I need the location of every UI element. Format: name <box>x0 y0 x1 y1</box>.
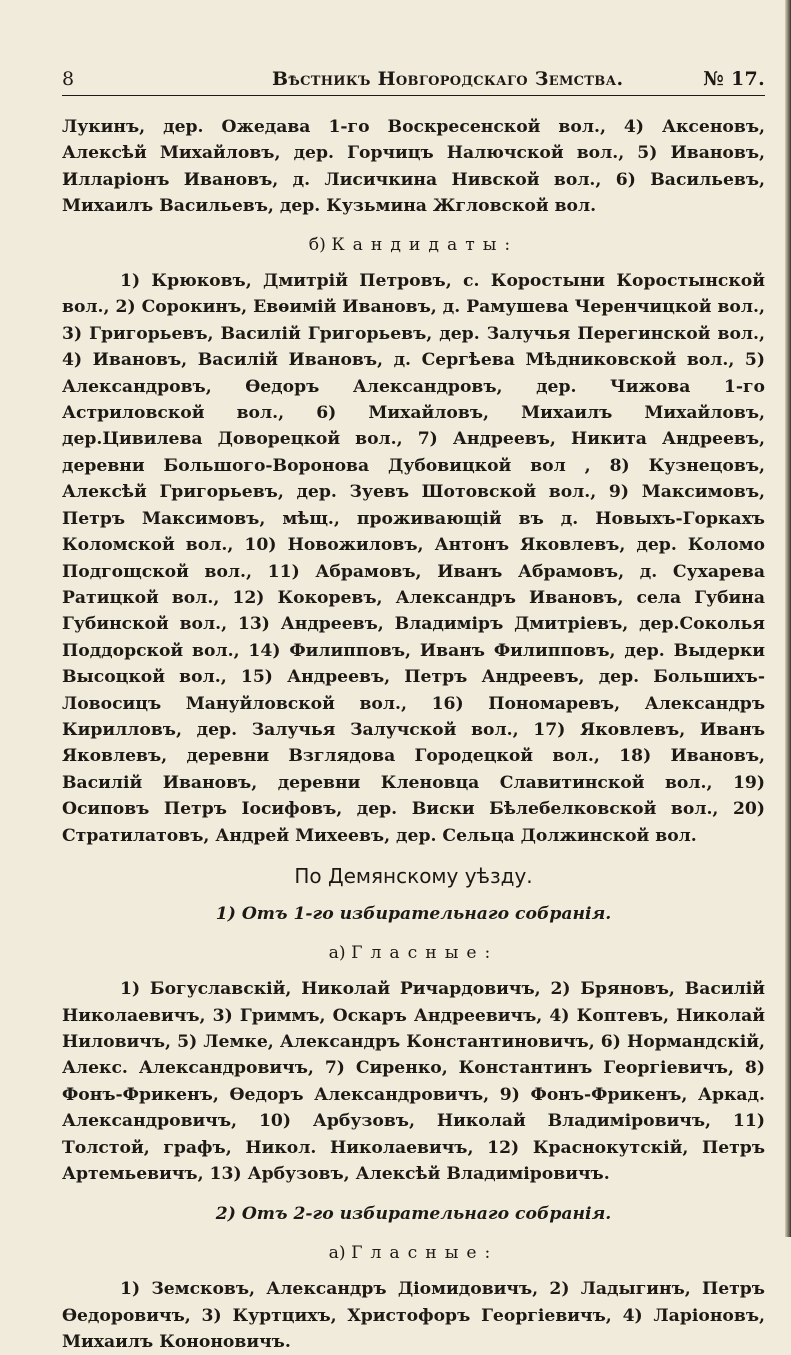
glasnye-1-paragraph: 1) Богуславскій, Николай Ричардовичъ, 2) Бряновъ, Василій Николаевичъ, 3) Гриммъ, Оскаръ Андреевичъ, 4) Коптевъ, Николай Ниловичъ, 5) Лемке, Александръ Константиновичъ, 6) Нормандскій, Алекс. Александровичъ, 7) Сиренко, Константинъ Георгіевичъ, 8) Фонъ-Фрикенъ, Ѳедоръ Александровичъ, 9) Фонъ-Фрикенъ, Аркад. Александровичъ, 10) Арбузовъ, Николай Владиміровичъ, 11) Толстой, графъ, Никол. Николаевичъ, 12) Краснокутскій, Петръ Артемьевичъ, 13) Арбузовъ, Алексѣй Владиміровичъ. <box>62 979 765 1185</box>
header-rule <box>62 95 765 96</box>
page-body <box>62 114 765 1355</box>
glasnye-1-heading <box>62 940 765 966</box>
candidates-heading-prefix: б) <box>308 234 326 255</box>
candidates-paragraph: 1) Крюковъ, Дмитрій Петровъ, с. Коростыни Коростынской вол., 2) Сорокинъ, Евѳимій Ивановъ, д. Рамушева Черенчицкой вол., 3) Григорьевъ, Василій Григорьевъ, дер. Залучья Перегинской вол., 4) Ивановъ, Василій Ивановъ, д. Сергѣева Мѣдниковской вол., 5) Александровъ, Ѳедоръ Александровъ, дер. Чижова 1-го Астриловской вол., 6) Михайловъ, Михаилъ Михайловъ, дер.Цивилева Доворецкой вол., 7) Андреевъ, Никита Андреевъ, деревни Большого-Воронова Дубовицкой вол , 8) Кузнецовъ, Алексѣй Григорьевъ, дер. Зуевъ Шотовской вол., 9) Максимовъ, Петръ Максимовъ, мѣщ., проживающій въ д. Новыхъ-Горкахъ Коломской вол., 10) Новожиловъ, Антонъ Яковлевъ, дер. Коломо Подгощской вол., 11) Абрамовъ, Иванъ Абрамовъ, д. Сухарева Ратицкой вол., 12) Кокоревъ, Александръ Ивановъ, села Губина Губинской вол., 13) Андреевъ, Владиміръ Дмитріевъ, дер.Соколья Поддорской вол., 14) Филипповъ, Иванъ Филипповъ, дер. Выдерки Высоцкой вол., 15) Андреевъ, Петръ Андреевъ, дер. Большихъ-Ловосицъ Мануйловской вол., 16) Пономаревъ, Александръ Кирилловъ, дер. Залучья Залучской вол., 17) Яковлевъ, Иванъ Яковлевъ, деревни Взглядова Городецкой вол., 18) Ивановъ, Василій Ивановъ, деревни Кленовца Славитинской вол., 19) Осиповъ Петръ Іосифовъ, дер. Виски Бѣлебелковской вол., 20) Стратилатовъ, Андрей Михеевъ, дер. Сельца Должинской вол. <box>62 271 765 846</box>
intro-paragraph: Лукинъ, дер. Ожедава 1-го Воскресенской вол., 4) Аксеновъ, Алексѣй Михайловъ, дер. Горчицъ Налючской вол., 5) Ивановъ, Илларіонъ Ивановъ, д. Лисичкина Нивской вол., 6) Васильевъ, Михаилъ Васильевъ, дер. Кузьмина Жгловской вол. <box>62 117 765 217</box>
glasnye-1-heading-text: Гласные: <box>351 942 499 963</box>
page-edge-shadow <box>785 0 791 1237</box>
glasnye-2-paragraph: 1) Земсковъ, Александръ Діомидовичъ, 2) Ладыгинъ, Петръ Ѳедоровичъ, 3) Куртцихъ, Христофоръ Георгіевичъ, 4) Ларіоновъ, Михаилъ Кононовичъ. <box>62 1279 765 1353</box>
issue-number: № 17. <box>703 68 765 90</box>
glasnye-1-heading-prefix: а) <box>328 942 346 963</box>
candidates-heading <box>62 232 765 258</box>
glasnye-2-heading-text: Гласные: <box>351 1242 499 1263</box>
page-number: 8 <box>62 68 75 90</box>
candidates-heading-text: Кандидаты: <box>331 234 519 255</box>
assembly-1-heading: 1) Отъ 1-го избирательнаго собранія. <box>215 904 612 925</box>
assembly-2-heading: 2) Отъ 2-го избирательнаго собранія. <box>215 1204 612 1225</box>
section-title-demyansk: По Демянскому уѣзду. <box>294 863 533 888</box>
running-header <box>62 66 765 96</box>
glasnye-2-heading-prefix: а) <box>328 1242 346 1263</box>
journal-title: Вѣстникъ Новгородскаго Земства. <box>272 68 624 90</box>
glasnye-2-heading <box>62 1240 765 1266</box>
